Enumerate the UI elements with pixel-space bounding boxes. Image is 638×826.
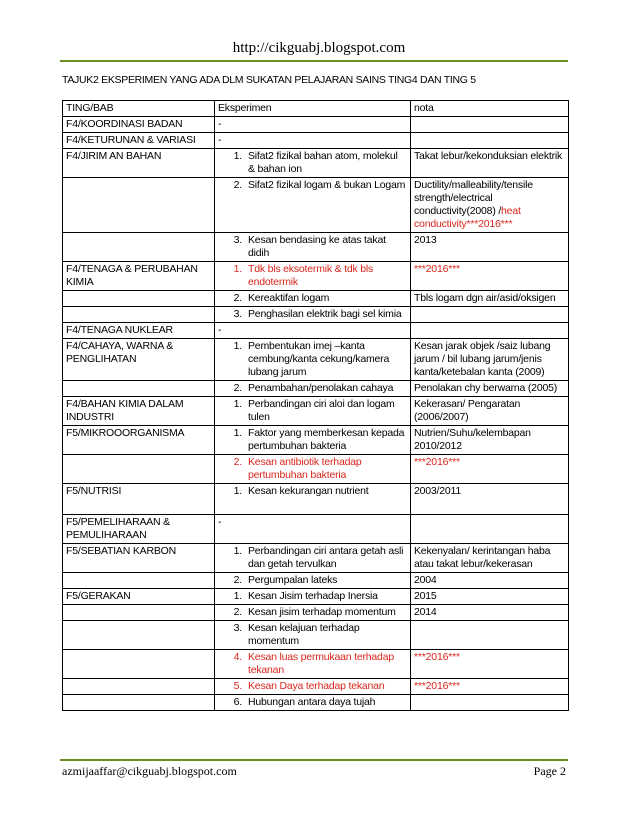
cell-experiment bbox=[215, 291, 411, 307]
footer-email: azmijaaffar@cikguabj.blogspot.com bbox=[62, 764, 237, 778]
cell-nota bbox=[411, 307, 569, 323]
item-number: 2. bbox=[233, 382, 242, 394]
table-row bbox=[63, 621, 569, 650]
experiment-text: Penambahan/penolakan cahaya bbox=[248, 382, 394, 394]
cell-dash: - bbox=[215, 323, 411, 339]
cell-nota: Tbls logam dgn air/asid/oksigen bbox=[411, 291, 569, 307]
document-title: TAJUK2 EKSPERIMEN YANG ADA DLM SUKATAN PELAJARAN SAINS TING4 DAN TING 5 bbox=[62, 74, 476, 86]
table-row bbox=[63, 233, 569, 262]
cell-experiment bbox=[215, 695, 411, 711]
cell-experiment bbox=[215, 455, 411, 484]
cell-experiment bbox=[215, 426, 411, 455]
cell-experiment bbox=[215, 178, 411, 233]
table-row bbox=[63, 323, 569, 339]
experiment-text: Kesan kekurangan nutrient bbox=[248, 485, 369, 497]
experiment-text: Kesan luas permukaan terhadap tekanan bbox=[248, 651, 394, 676]
table-row bbox=[63, 291, 569, 307]
cell-bab bbox=[63, 621, 215, 650]
item-number: 3. bbox=[233, 234, 242, 246]
cell-bab: F5/MIKROOORGANISMA bbox=[63, 426, 215, 455]
cell-nota bbox=[411, 621, 569, 650]
cell-experiment bbox=[215, 484, 411, 515]
item-number: 4. bbox=[233, 651, 242, 663]
item-number: 1. bbox=[233, 545, 242, 557]
experiment-text: Kesan jisim terhadap momentum bbox=[248, 606, 396, 618]
cell-experiment bbox=[215, 233, 411, 262]
cell-bab bbox=[63, 381, 215, 397]
experiment-text: Pergumpalan lateks bbox=[248, 574, 338, 586]
cell-experiment bbox=[215, 381, 411, 397]
cell-bab: F4/KETURUNAN & VARIASI bbox=[63, 133, 215, 149]
cell-bab: F5/NUTRISI bbox=[63, 484, 215, 515]
table-row bbox=[63, 426, 569, 455]
item-number: 1. bbox=[233, 340, 242, 352]
cell-nota: Takat lebur/kekonduksian elektrik bbox=[411, 149, 569, 178]
cell-nota: ***2016*** bbox=[411, 262, 569, 291]
cell-bab bbox=[63, 455, 215, 484]
cell-experiment bbox=[215, 544, 411, 573]
experiment-text: Kesan kelajuan terhadap momentum bbox=[248, 622, 360, 647]
experiment-text: Penghasilan elektrik bagi sel kimia bbox=[248, 308, 402, 320]
table-row bbox=[63, 397, 569, 426]
experiment-text: Kesan antibiotik terhadap pertumbuhan bakteria bbox=[248, 456, 362, 481]
table-header-row bbox=[63, 101, 569, 117]
table-row bbox=[63, 178, 569, 233]
header-ting-bab: TING/BAB bbox=[63, 101, 215, 117]
cell-dash: - bbox=[215, 117, 411, 133]
item-number: 1. bbox=[233, 150, 242, 162]
cell-experiment bbox=[215, 650, 411, 679]
cell-bab: F5/PEMELIHARAAN & PEMULIHARAAN bbox=[63, 515, 215, 544]
table-row bbox=[63, 679, 569, 695]
experiment-text: Tdk bls eksotermik & tdk bls endotermik bbox=[248, 263, 374, 288]
cell-nota bbox=[411, 133, 569, 149]
experiment-text: Kereaktifan logam bbox=[248, 292, 330, 304]
cell-dash: - bbox=[215, 133, 411, 149]
cell-bab: F4/CAHAYA, WARNA & PENGLIHATAN bbox=[63, 339, 215, 381]
cell-experiment bbox=[215, 149, 411, 178]
experiment-text: Kesan Jisim terhadap Inersia bbox=[248, 590, 378, 602]
cell-bab: F4/JIRIM AN BAHAN bbox=[63, 149, 215, 178]
cell-nota: Penolakan chy berwarna (2005) bbox=[411, 381, 569, 397]
item-number: 2. bbox=[233, 606, 242, 618]
cell-experiment bbox=[215, 307, 411, 323]
cell-nota: 2015 bbox=[411, 589, 569, 605]
item-number: 3. bbox=[233, 308, 242, 320]
table-row bbox=[63, 650, 569, 679]
item-number: 1. bbox=[233, 398, 242, 410]
footer-divider bbox=[60, 759, 568, 761]
cell-experiment bbox=[215, 589, 411, 605]
nota-highlight: heat conductivity***2016*** bbox=[414, 205, 521, 230]
experiment-text: Kesan bendasing ke atas takat didih bbox=[248, 234, 386, 259]
cell-bab: F4/BAHAN KIMIA DALAM INDUSTRI bbox=[63, 397, 215, 426]
cell-bab: F5/GERAKAN bbox=[63, 589, 215, 605]
cell-nota: Kesan jarak objek /saiz lubang jarum / bil lubang jarum/jenis kanta/ketebalan kanta (2009) bbox=[411, 339, 569, 381]
item-number: 1. bbox=[233, 427, 242, 439]
cell-nota: 2004 bbox=[411, 573, 569, 589]
cell-nota: Kekenyalan/ kerintangan haba atau takat lebur/kekerasan bbox=[411, 544, 569, 573]
experiment-text: Faktor yang memberkesan kepada pertumbuhan bakteria bbox=[248, 427, 405, 452]
cell-bab: F4/KOORDINASI BADAN bbox=[63, 117, 215, 133]
cell-nota: Kekerasan/ Pengaratan (2006/2007) bbox=[411, 397, 569, 426]
table-row bbox=[63, 515, 569, 544]
table-row bbox=[63, 262, 569, 291]
cell-experiment bbox=[215, 262, 411, 291]
cell-dash: - bbox=[215, 515, 411, 544]
experiment-text: Pembentukan imej –kanta cembung/kanta cekung/kamera lubang jarum bbox=[248, 340, 390, 378]
cell-bab bbox=[63, 178, 215, 233]
item-number: 3. bbox=[233, 622, 242, 634]
cell-nota: 2013 bbox=[411, 233, 569, 262]
item-number: 2. bbox=[233, 456, 242, 468]
cell-bab: F4/TENAGA & PERUBAHAN KIMIA bbox=[63, 262, 215, 291]
cell-nota bbox=[411, 117, 569, 133]
cell-nota: ***2016*** bbox=[411, 455, 569, 484]
cell-experiment bbox=[215, 621, 411, 650]
cell-bab bbox=[63, 573, 215, 589]
table-row bbox=[63, 133, 569, 149]
nota-text: Ductility/malleability/tensile strength/electrical conductivity(2008) / bbox=[414, 179, 533, 217]
table-row bbox=[63, 381, 569, 397]
experiment-text: Hubungan antara daya tujah bbox=[248, 696, 376, 708]
footer-page-number: Page 2 bbox=[533, 764, 566, 778]
item-number: 2. bbox=[233, 574, 242, 586]
cell-nota bbox=[411, 515, 569, 544]
header-url: http://cikguabj.blogspot.com bbox=[232, 40, 406, 56]
experiment-text: Perbandingan ciri antara getah asli dan getah tervulkan bbox=[248, 545, 404, 570]
cell-experiment bbox=[215, 679, 411, 695]
table-row bbox=[63, 544, 569, 573]
experiment-text: Perbandingan ciri aloi dan logam tulen bbox=[248, 398, 395, 423]
item-number: 2. bbox=[233, 179, 242, 191]
cell-nota bbox=[411, 695, 569, 711]
table-row bbox=[63, 605, 569, 621]
table-row bbox=[63, 484, 569, 515]
item-number: 5. bbox=[233, 680, 242, 692]
item-number: 2. bbox=[233, 292, 242, 304]
cell-nota: ***2016*** bbox=[411, 679, 569, 695]
cell-experiment bbox=[215, 397, 411, 426]
table-row bbox=[63, 339, 569, 381]
item-number: 1. bbox=[233, 590, 242, 602]
cell-bab bbox=[63, 307, 215, 323]
cell-bab bbox=[63, 650, 215, 679]
cell-bab: F5/SEBATIAN KARBON bbox=[63, 544, 215, 573]
item-number: 1. bbox=[233, 485, 242, 497]
cell-experiment bbox=[215, 573, 411, 589]
item-number: 1. bbox=[233, 263, 242, 275]
table-row bbox=[63, 573, 569, 589]
header-nota: nota bbox=[411, 101, 569, 117]
header-divider bbox=[60, 60, 568, 62]
table-row bbox=[63, 455, 569, 484]
cell-nota: 2003/2011 bbox=[411, 484, 569, 515]
cell-nota: ***2016*** bbox=[411, 650, 569, 679]
table-row bbox=[63, 307, 569, 323]
cell-bab bbox=[63, 695, 215, 711]
cell-experiment bbox=[215, 605, 411, 621]
experiment-text: Sifat2 fizikal bahan atom, molekul & bahan ion bbox=[248, 150, 398, 175]
table-row bbox=[63, 117, 569, 133]
experiments-table bbox=[62, 100, 569, 711]
header-eksperimen: Eksperimen bbox=[215, 101, 411, 117]
experiment-text: Kesan Daya terhadap tekanan bbox=[248, 680, 385, 692]
item-number: 6. bbox=[233, 696, 242, 708]
cell-nota bbox=[411, 178, 569, 233]
cell-nota: Nutrien/Suhu/kelembapan 2010/2012 bbox=[411, 426, 569, 455]
cell-bab bbox=[63, 233, 215, 262]
table-row bbox=[63, 589, 569, 605]
cell-bab bbox=[63, 291, 215, 307]
cell-experiment bbox=[215, 339, 411, 381]
cell-bab bbox=[63, 679, 215, 695]
cell-nota bbox=[411, 323, 569, 339]
experiment-text: Sifat2 fizikal logam & bukan Logam bbox=[248, 179, 406, 191]
cell-bab: F4/TENAGA NUKLEAR bbox=[63, 323, 215, 339]
cell-bab bbox=[63, 605, 215, 621]
cell-nota: 2014 bbox=[411, 605, 569, 621]
table-row bbox=[63, 695, 569, 711]
table-row bbox=[63, 149, 569, 178]
